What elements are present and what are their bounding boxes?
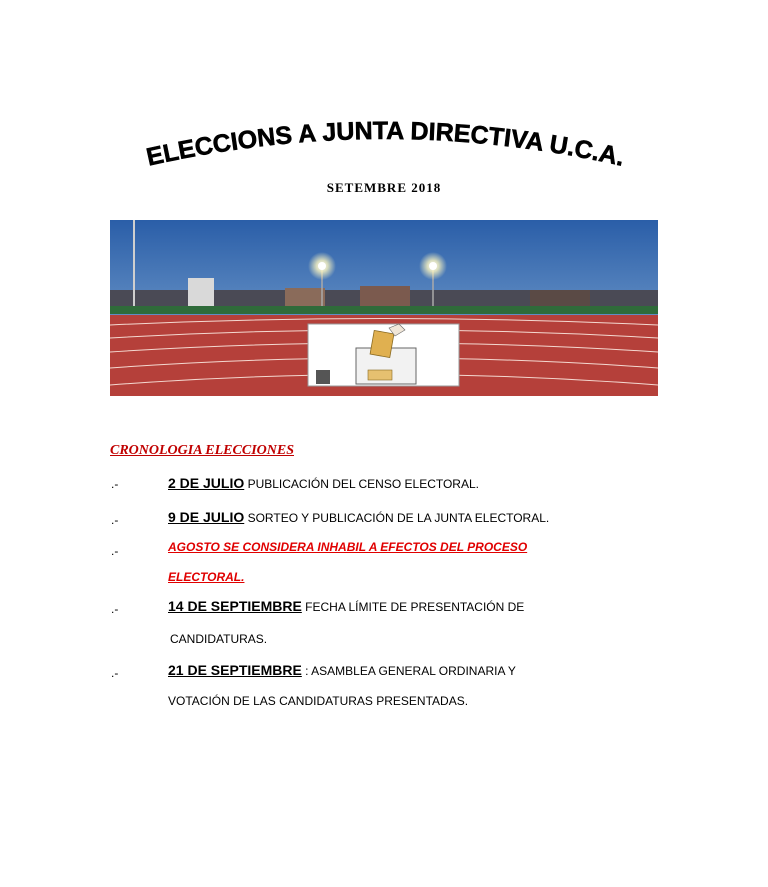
item-date: 2 DE JULIO	[168, 475, 245, 491]
item-text: SORTEO Y PUBLICACIÓN DE LA JUNTA ELECTORAL.	[244, 511, 550, 525]
title-arc	[0, 0, 768, 200]
page-title: ELECCIONS A JUNTA DIRECTIVA U.C.A.	[143, 116, 628, 172]
list-item	[168, 509, 549, 525]
item-continuation: CANDIDATURAS.	[170, 632, 268, 646]
item-continuation: ELECTORAL.	[168, 570, 245, 584]
item-continuation: VOTACIÓN DE LAS CANDIDATURAS PRESENTADAS.	[168, 694, 469, 708]
bullet-mark: .-	[111, 602, 119, 616]
list-item	[168, 598, 524, 614]
list-item	[168, 475, 479, 491]
bullet-mark: .-	[111, 666, 119, 680]
bullet-mark: .-	[111, 513, 119, 527]
subtitle: SETEMBRE 2018	[326, 180, 442, 195]
item-text: PUBLICACIÓN DEL CENSO ELECTORAL.	[244, 477, 479, 491]
list-item-highlight: AGOSTO SE CONSIDERA INHABIL A EFECTOS DEL PROCESO	[168, 540, 528, 554]
item-date: 21 DE SEPTIEMBRE	[168, 662, 302, 678]
item-text: FECHA LÍMITE DE PRESENTACIÓN DE	[301, 600, 525, 614]
bullet-mark: .-	[111, 477, 119, 491]
bullet-mark: .-	[111, 544, 119, 558]
item-text: : ASAMBLEA GENERAL ORDINARIA Y	[301, 664, 516, 678]
item-date: 9 DE JULIO	[168, 509, 245, 525]
list-item	[168, 662, 516, 678]
item-date: 14 DE SEPTIEMBRE	[168, 598, 302, 614]
stadium-photo	[110, 220, 658, 396]
ballot-box-icon	[308, 324, 459, 386]
section-heading: CRONOLOGIA ELECCIONES	[110, 443, 294, 458]
